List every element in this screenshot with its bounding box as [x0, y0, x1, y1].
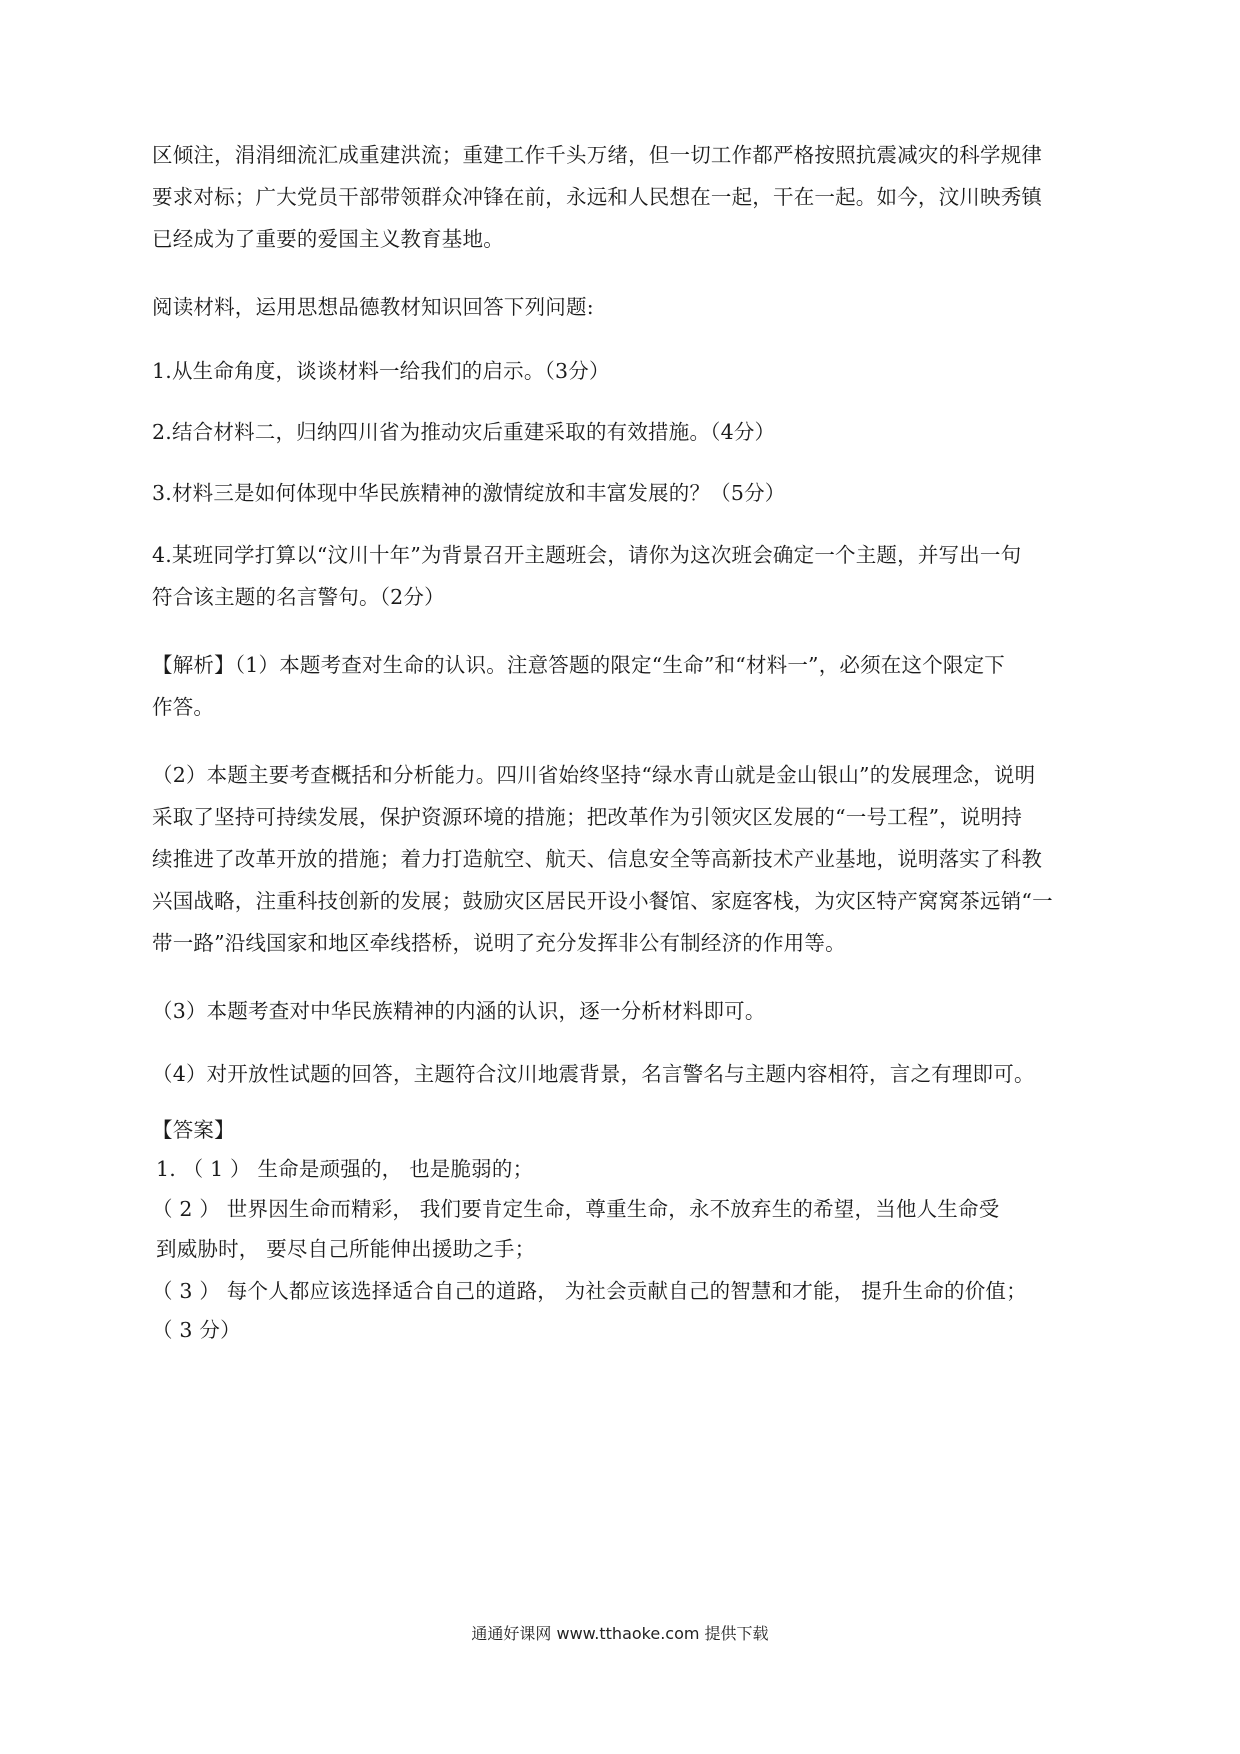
analysis-1-continued: 作答。 [152, 695, 215, 719]
answer-1-3: （ 3 ） 每个人都应该选择适合自己的道路， 为社会贡献自己的智慧和才能， 提升生命的价值； [152, 1279, 1027, 1303]
instruction-text: 阅读材料，运用思想品德教材知识回答下列问题: [152, 295, 594, 319]
material-paragraph-line: 已经成为了重要的爱国主义教育基地。 [152, 227, 504, 251]
analysis-2-continued: 采取了坚持可持续发展，保护资源环境的措施；把改革作为引领灾区发展的“一号工程”，说明持 [152, 805, 1023, 829]
analysis-2-continued: 带一路”沿线国家和地区牵线搭桥，说明了充分发挥非公有制经济的作用等。 [152, 931, 846, 955]
material-paragraph-line: 区倾注，涓涓细流汇成重建洪流；重建工作千头万绪，但一切工作都严格按照抗震减灾的科学规律 [152, 143, 1043, 167]
analysis-1: 【解析】（1）本题考查对生命的认识。注意答题的限定“生命”和“材料一”，必须在这个限定下 [152, 653, 1006, 677]
answer-1-2: （ 2 ） 世界因生命而精彩， 我们要肯定生命，尊重生命，永不放弃生的希望，当他人生命受 [152, 1197, 1000, 1221]
analysis-4: （4）对开放性试题的回答，主题符合汶川地震背景，名言警名与主题内容相符，言之有理即可。 [152, 1062, 1035, 1086]
answer-1-2-continued: 到威胁时， 要尽自己所能伸出援助之手； [156, 1237, 536, 1261]
answer-1-1: 1. （ 1 ） 生命是顽强的， 也是脆弱的； [156, 1157, 534, 1181]
question-1: 1.从生命角度，谈谈材料一给我们的启示。（3分） [152, 359, 610, 383]
question-4-continued: 符合该主题的名言警句。（2分） [152, 585, 445, 609]
material-paragraph-line: 要求对标；广大党员干部带领群众冲锋在前，永远和人民想在一起，干在一起。如今，汶川映秀镇 [152, 185, 1043, 209]
question-3: 3.材料三是如何体现中华民族精神的激情绽放和丰富发展的？（5分） [152, 481, 786, 505]
analysis-2-continued: 兴国战略，注重科技创新的发展；鼓励灾区居民开设小餐馆、家庭客栈，为灾区特产窝窝茶远销“一 [152, 889, 1053, 913]
analysis-2: （2）本题主要考查概括和分析能力。四川省始终坚持“绿水青山就是金山银山”的发展理念，说明 [152, 763, 1036, 787]
page-footer: 通通好课网 www.tthaoke.com 提供下载 [471, 1624, 769, 1643]
question-4: 4.某班同学打算以“汶川十年”为背景召开主题班会，请你为这次班会确定一个主题，并写出一句 [152, 543, 1022, 567]
analysis-3: （3）本题考查对中华民族精神的内涵的认识，逐一分析材料即可。 [152, 999, 766, 1023]
question-2: 2.结合材料二，归纳四川省为推动灾后重建采取的有效措施。（4分） [152, 420, 776, 444]
answer-heading: 【答案】 [152, 1118, 235, 1142]
analysis-2-continued: 续推进了改革开放的措施；着力打造航空、航天、信息安全等高新技术产业基地，说明落实了科教 [152, 847, 1043, 871]
answer-1-score: （ 3 分） [152, 1318, 241, 1342]
